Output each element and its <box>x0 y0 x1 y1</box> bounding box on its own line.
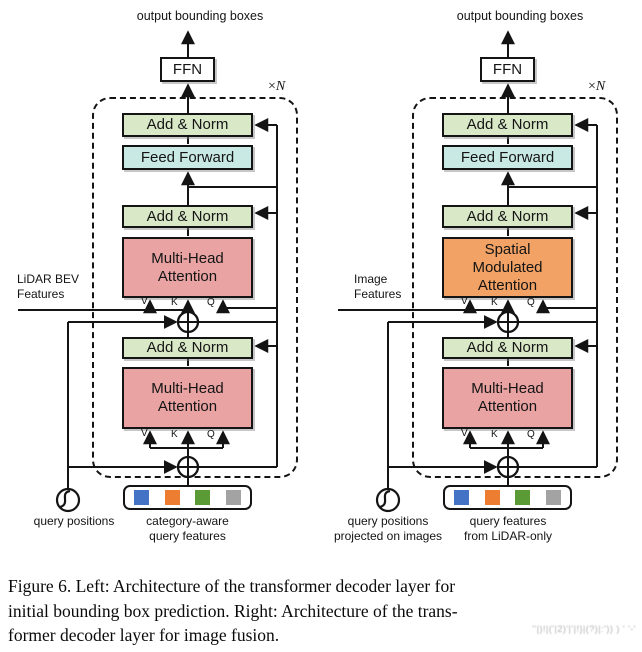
query-square-orange <box>165 490 180 505</box>
figure-caption <box>8 574 638 648</box>
q-label: Q <box>527 297 535 308</box>
query-square-orange <box>485 490 500 505</box>
query-features-box-left <box>123 485 252 510</box>
query-square-green <box>515 490 530 505</box>
output-label-right: output bounding boxes <box>456 9 584 23</box>
v-label: V <box>461 428 468 439</box>
feed-forward-box: Feed Forward <box>442 145 573 170</box>
v-label: V <box>141 296 148 307</box>
query-square-blue <box>454 490 469 505</box>
query-features-label-left: category-aware query features <box>146 514 229 543</box>
repeat-n-label-right: ×N <box>588 79 606 94</box>
add-norm-box: Add & Norm <box>122 337 253 359</box>
add-norm-box: Add & Norm <box>122 205 253 228</box>
query-positions-label-left: query positions <box>33 514 115 528</box>
watermark: ''|)!|('|2)'|'|!}|(?)|:')) ) ' '-' <box>532 624 636 634</box>
q-label: Q <box>207 429 215 440</box>
feature-input-label-left: LiDAR BEV Features <box>17 272 80 301</box>
query-square-gray <box>546 490 561 505</box>
query-square-blue <box>134 490 149 505</box>
v-label: V <box>141 428 148 439</box>
k-label: K <box>171 429 178 440</box>
k-label: K <box>491 429 498 440</box>
self-attention-box-right: Multi-Head Attention <box>442 367 573 429</box>
ffn-box-right <box>480 57 535 82</box>
ffn-label: FFN <box>492 60 523 78</box>
spatial-modulated-attention-box: Spatial Modulated Attention <box>442 237 573 298</box>
add-norm-box: Add & Norm <box>442 205 573 228</box>
k-label: K <box>491 297 498 308</box>
k-label: K <box>171 297 178 308</box>
repeat-n-label-left: ×N <box>268 79 286 94</box>
add-norm-box: Add & Norm <box>442 337 573 359</box>
caption-line: former decoder layer for image fusion. <box>8 625 280 645</box>
cross-attention-box-left: Multi-Head Attention <box>122 237 253 298</box>
query-square-gray <box>226 490 241 505</box>
query-square-green <box>195 490 210 505</box>
q-label: Q <box>527 429 535 440</box>
query-positions-label-right: query positions projected on images <box>333 514 443 543</box>
output-label-left: output bounding boxes <box>136 9 264 23</box>
query-features-box-right <box>443 485 572 510</box>
caption-line: initial bounding box prediction. Right: Architecture of the trans- <box>8 600 458 621</box>
feature-input-label-right: Image Features <box>354 272 402 301</box>
self-attention-box-left: Multi-Head Attention <box>122 367 253 429</box>
add-norm-box: Add & Norm <box>122 113 253 137</box>
ffn-box-left <box>160 57 215 82</box>
ffn-label: FFN <box>172 60 203 78</box>
add-norm-box: Add & Norm <box>442 113 573 137</box>
q-label: Q <box>207 297 215 308</box>
feed-forward-box: Feed Forward <box>122 145 253 170</box>
caption-line: Figure 6. Left: Architecture of the transformer decoder layer for <box>8 576 456 596</box>
query-features-label-right: query features from LiDAR-only <box>463 514 553 543</box>
v-label: V <box>461 296 468 307</box>
